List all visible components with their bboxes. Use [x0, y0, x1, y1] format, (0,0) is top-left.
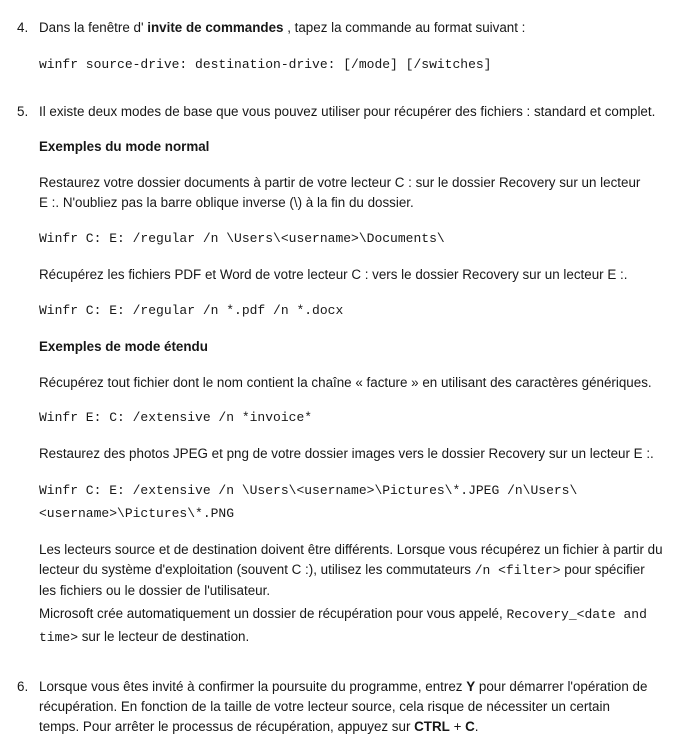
- key-c: C: [465, 719, 475, 734]
- text: sur le lecteur de destination.: [78, 629, 250, 644]
- section-heading-normal: Exemples du mode normal: [39, 139, 210, 154]
- text: lecteur du système d'exploitation (souvent C :), utilisez les commutateurs: [39, 562, 475, 577]
- code-example: Winfr C: E: /regular /n \Users\<username>\Documents\: [39, 231, 445, 246]
- inline-code: Recovery_<date and: [506, 607, 647, 622]
- inline-code: /n <filter>: [474, 563, 561, 578]
- paragraph-line: récupération. En fonction de la taille de votre lecteur source, cela risque de nécessiter un certain: [39, 699, 610, 714]
- text: .: [474, 719, 479, 734]
- step-number: 6.: [17, 679, 29, 694]
- note-line: [39, 560, 645, 581]
- text: Dans la fenêtre d': [39, 20, 144, 35]
- intro-text: Il existe deux modes de base que vous pouvez utiliser pour récupérer des fichiers : standard et complet.: [39, 104, 656, 119]
- step-number: 4.: [17, 20, 29, 35]
- text: , tapez la commande au format suivant :: [287, 20, 526, 35]
- note-line: [39, 604, 647, 625]
- step-4-text: [39, 18, 695, 38]
- section-heading-extensive: Exemples de mode étendu: [39, 339, 208, 354]
- code-example: Winfr C: E: /regular /n *.pdf /n *.docx: [39, 303, 344, 318]
- code-example-cont: <username>\Pictures\*.PNG: [39, 506, 235, 521]
- note-line: [39, 627, 249, 648]
- inline-code: time>: [39, 630, 79, 645]
- key-ctrl: CTRL: [414, 719, 450, 734]
- text: Lorsque vous êtes invité à confirmer la poursuite du programme, entrez: [39, 679, 467, 694]
- command-code: winfr source-drive: destination-drive: [/mode] [/switches]: [39, 57, 492, 72]
- paragraph-line: E :. N'oubliez pas la barre oblique inverse (\) à la fin du dossier.: [39, 195, 414, 210]
- paragraph-line: Récupérez les fichiers PDF et Word de votre lecteur C : vers le dossier Recovery sur un lecteur E :.: [39, 267, 628, 282]
- paragraph-line: [39, 717, 479, 737]
- step-body: [39, 18, 695, 72]
- code-example: Winfr C: E: /extensive /n \Users\<username>\Pictures\*.JPEG /n\Users\: [39, 483, 578, 498]
- text: pour spécifier: [560, 562, 645, 577]
- text: +: [449, 719, 466, 734]
- code-example: Winfr E: C: /extensive /n *invoice*: [39, 410, 313, 425]
- text: pour démarrer l'opération de: [475, 679, 648, 694]
- text: temps. Pour arrêter le processus de récupération, appuyez sur: [39, 719, 415, 734]
- step-number: 5.: [17, 104, 29, 119]
- paragraph-line: Restaurez votre dossier documents à partir de votre lecteur C : sur le dossier Recovery sur un lecteur: [39, 175, 641, 190]
- bold-term: invite de commandes: [147, 20, 284, 35]
- paragraph-line: [39, 677, 647, 697]
- key-y: Y: [466, 679, 476, 694]
- text: Microsoft crée automatiquement un dossier de récupération pour vous appelé,: [39, 606, 507, 621]
- paragraph-line: Récupérez tout fichier dont le nom contient la chaîne « facture » en utilisant des caractères génériques.: [39, 375, 652, 390]
- paragraph-line: Restaurez des photos JPEG et png de votre dossier images vers le dossier Recovery sur un lecteur E :.: [39, 446, 654, 461]
- note-line: Les lecteurs source et de destination doivent être différents. Lorsque vous récupérez un fichier à partir du: [39, 542, 663, 557]
- note-line: les fichiers ou le dossier de l'utilisateur.: [39, 583, 271, 598]
